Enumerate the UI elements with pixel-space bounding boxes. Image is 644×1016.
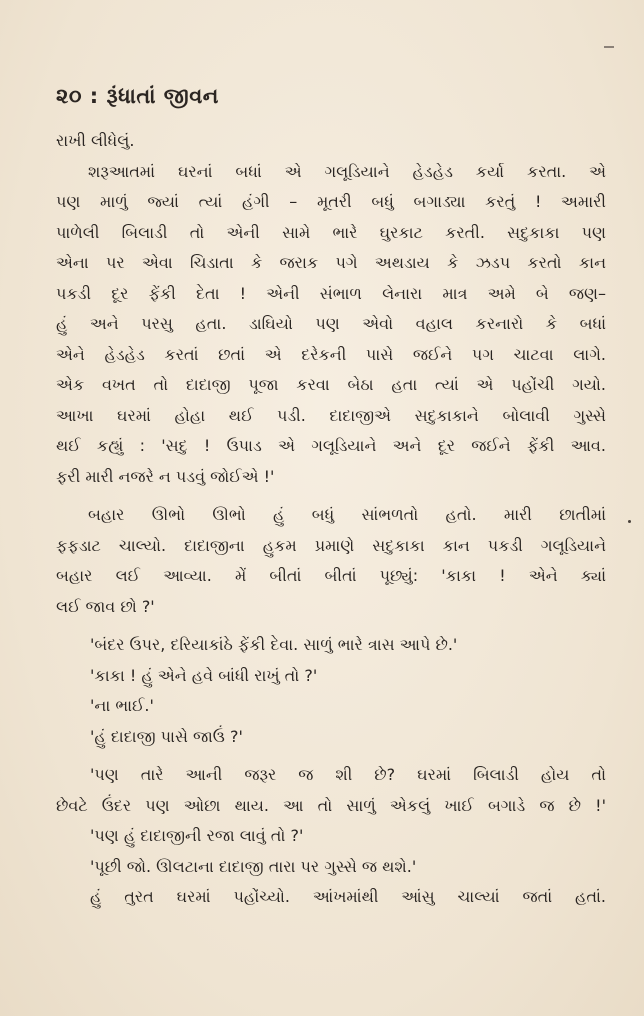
text-line: એના પર એવા ચિડાતા કે જરાક પગે અથડાય કે ઝડપ કરતો કાન: [56, 253, 606, 272]
text-line: 'પણ હું દાદાજીની રજા લાવું તો ?': [90, 826, 304, 845]
ink-speck: [628, 520, 631, 523]
text-line: એને હેડહેડ કરતાં છતાં એ દરેકની પાસે જઈને પગ ચાટવા લાગે.: [56, 344, 606, 364]
text-line: ફરી મારી નજરે ન પડવું જોઈએ !': [56, 466, 275, 486]
text-line: બહાર ઊભો ઊભો હું બધું સાંભળતો હતો. મારી છાતીમાં: [88, 505, 606, 524]
edge-mark: [604, 46, 614, 48]
text-line: 'કાકા ! હું એને હવે બાંધી રાખું તો ?': [90, 665, 318, 685]
text-line: 'પૂછી જો. ઊલટાના દાદાજી તારા પર ગુસ્સે જ થશે.': [90, 856, 417, 876]
text-line: આખા ઘરમાં હોહા થઈ પડી. દાદાજીએ સદુકાકાને બોલાવી ગુસ્સે: [56, 405, 606, 425]
text-line: રાખી લીધેલું.: [56, 131, 135, 150]
text-line: લઈ જાવ છો ?': [56, 596, 155, 616]
running-header: ૨૦ : રૂંધાતાં જીવન: [56, 84, 219, 108]
paragraph-gap: [56, 492, 606, 500]
text-line: પકડી દૂર ફેંકી દેતા ! એની સંભાળ લેનારા માત્ર અમે બે જણ–: [56, 283, 606, 303]
page-body-text: [56, 126, 606, 913]
text-line: 'બંદર ઉપર, દરિયાકાંઠે ફેંકી દેવા. સાળું ભારે ત્રાસ આપે છે.': [90, 635, 458, 654]
text-line: પણ માળું જ્યાં ત્યાં હંગી – મૂતરી બધું બગાડ્યા કરતું ! અમારી: [56, 192, 606, 211]
text-line: 'હું દાદાજી પાસે જાઉં ?': [90, 726, 243, 746]
text-line: છેવટે ઉંદર પણ ઓછા થાય. આ તો સાળું એકલું ખાઈ બગાડે જ છે !': [56, 795, 606, 815]
text-line: બહાર લઈ આવ્યા. મેં બીતાં બીતાં પૂછ્યું: 'કાકા ! એને ક્યાં: [56, 566, 606, 585]
text-line: હું તુરત ઘરમાં પહોંચ્યો. આંખમાંથી આંસુ ચાલ્યાં જતાં હતાં.: [90, 887, 606, 906]
text-line: 'ના ભાઈ.': [90, 696, 154, 715]
text-line: શરૂઆતમાં ઘરનાં બધાં એ ગલૂડિયાને હેડહેડ કર્યા કરતા. એ: [88, 161, 606, 181]
text-line: પાળેલી બિલાડી તો એની સામે ભારે ઘુરકાટ કરતી. સદુકાકા પણ: [56, 222, 606, 242]
text-line: એક વખત તો દાદાજી પૂજા કરવા બેઠા હતા ત્યાં એ પહોંચી ગયો.: [56, 375, 606, 394]
paragraph-gap: [56, 622, 606, 630]
text-line: 'પણ તારે આની જરૂર જ શી છે? ઘરમાં બિલાડી હોય તો: [90, 765, 606, 784]
text-line: ફફડાટ ચાલ્યો. દાદાજીના હુકમ પ્રમાણે સદુકાકા કાન પકડી ગલૂડિયાને: [56, 535, 606, 555]
text-line: હું અને પરસુ હતા. ડાઘિયો પણ એવો વહાલ કરનારો કે બધાં: [56, 314, 606, 333]
text-line: થઈ કહ્યું : 'સદુ ! ઉપાડ એ ગલૂડિયાને અને દૂર જઈને ફેંકી આવ.: [56, 436, 606, 455]
paragraph-gap: [56, 752, 606, 760]
